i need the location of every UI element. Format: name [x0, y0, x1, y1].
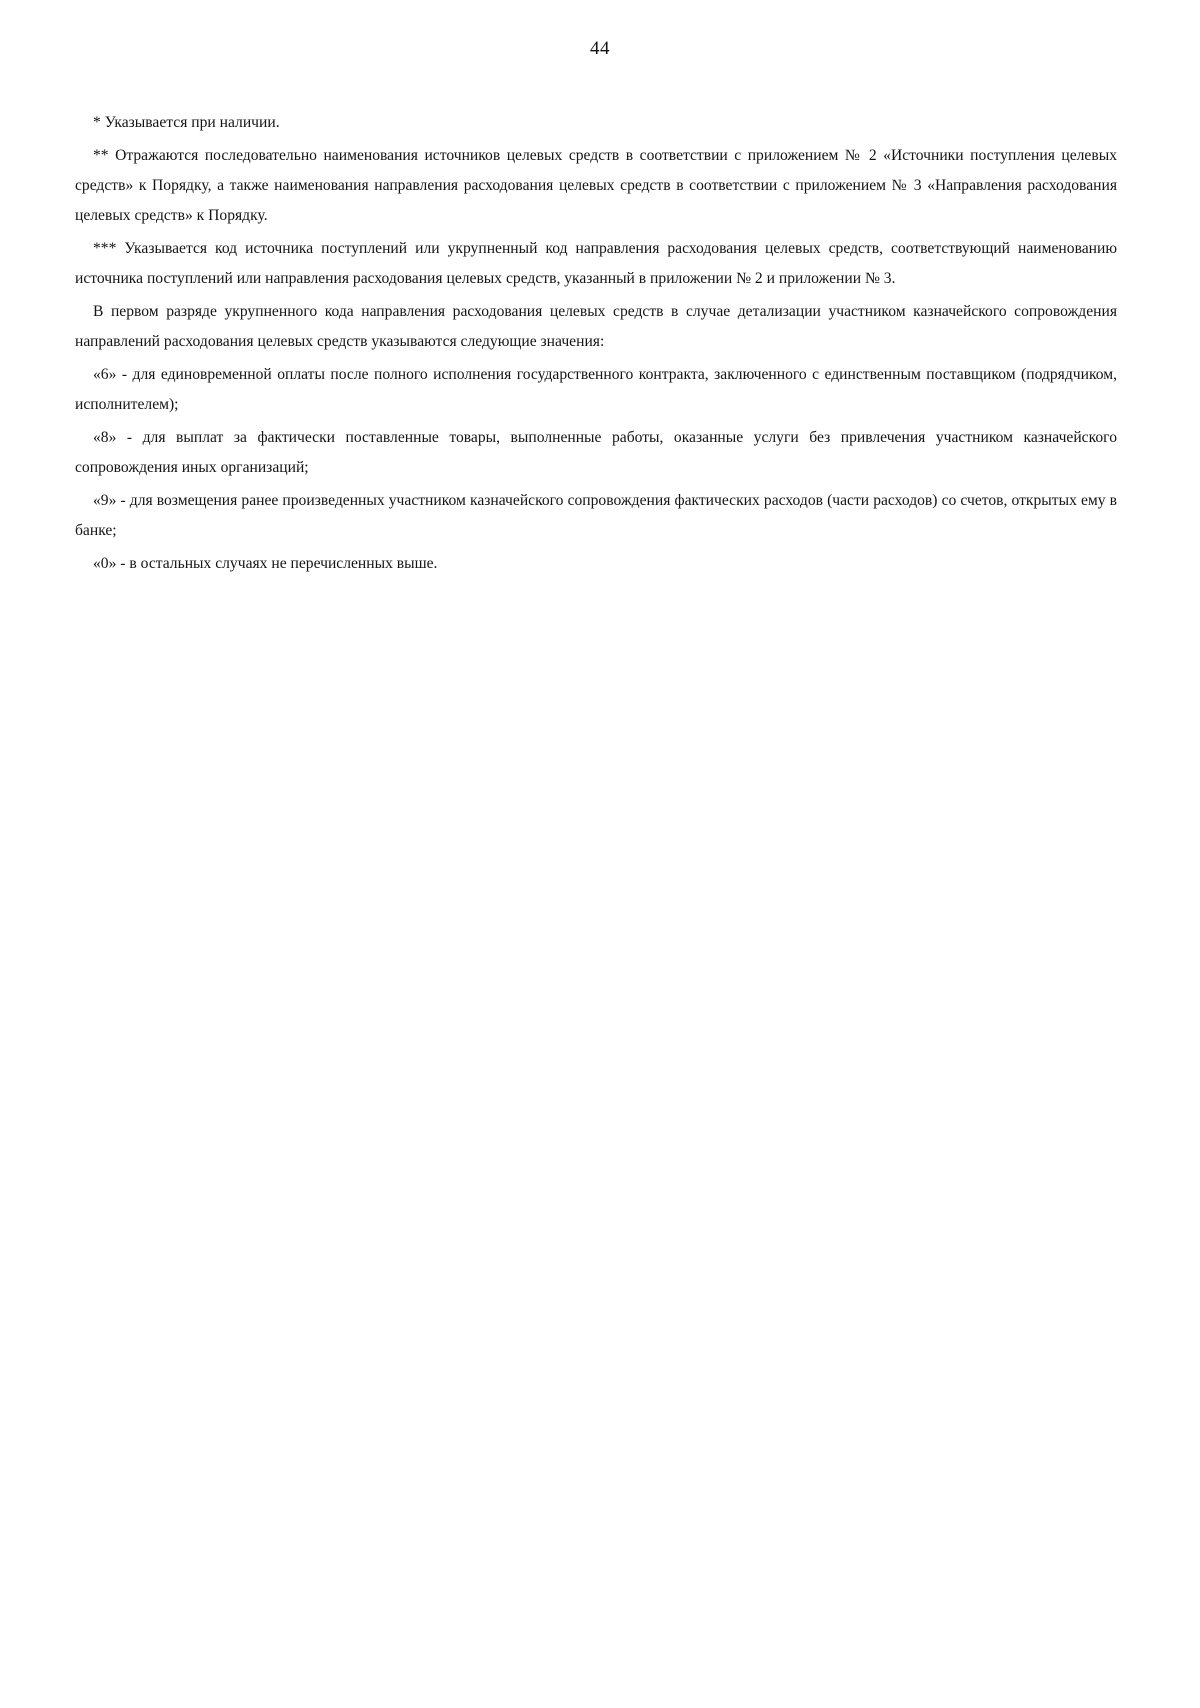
footnote-single-asterisk: * Указывается при наличии. [93, 114, 280, 131]
value-8-description: «8» - для выплат за фактически поставленные товары, выполненные работы, оказанные услуги без привлечения участником казначейского сопровождения иных организаций; [75, 429, 1117, 476]
footnotes-block [75, 108, 1117, 579]
page-number: 44 [590, 38, 610, 59]
value-0-description: «0» - в остальных случаях не перечисленных выше. [93, 555, 438, 572]
footnote-triple-asterisk: *** Указывается код источника поступлений или укрупненный код направления расходования целевых средств, соответствующий наименованию источника поступлений или направления расходования целевых средств, указанный в приложении № 2 и приложении № 3. [75, 240, 1117, 287]
footnote-double-asterisk: ** Отражаются последовательно наименования источников целевых средств в соответствии с приложением № 2 «Источники поступления целевых средств» к Порядку, а также наименования направления расходования целевых средств в соответствии с приложением № 3 «Направления расходования целевых средств» к Порядку. [75, 147, 1117, 224]
value-6-description: «6» - для единовременной оплаты после полного исполнения государственного контракта, заключенного с единственным поставщиком (подрядчиком, исполнителем); [75, 366, 1117, 413]
first-digit-intro: В первом разряде укрупненного кода направления расходования целевых средств в случае детализации участником казначейского сопровождения направлений расходования целевых средств указываются следующие значения: [75, 303, 1117, 350]
value-9-description: «9» - для возмещения ранее произведенных участником казначейского сопровождения фактических расходов (части расходов) со счетов, открытых ему в банке; [75, 492, 1117, 539]
